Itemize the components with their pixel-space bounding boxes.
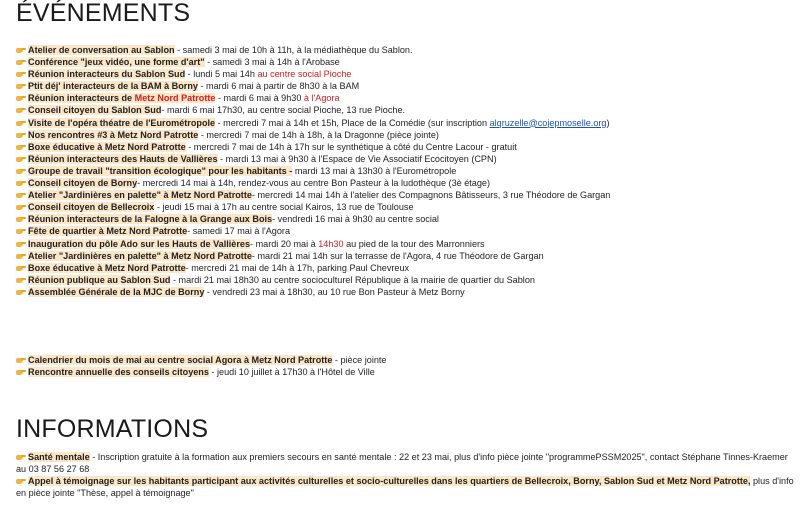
info-item (16, 475, 796, 499)
event-details: - mercredi 14 mai 14h à l'atelier des Compagnons Bâtisseurs, 3 rue Théodore de Gargan (251, 190, 611, 201)
event-title: Calendrier du mois de mai au centre social Agora à Metz Nord Patrotte (28, 355, 333, 365)
event-title: Réunion interacteurs de la Falogne à la Grange aux Bois (28, 214, 273, 225)
event-details: - mercredi 21 mai de 14h à 17h, parking Paul Chevreux (185, 262, 410, 273)
event-item (16, 104, 796, 116)
event-details: - mardi 6 mai à 9h30 (215, 93, 304, 104)
pointing-hand-icon (16, 119, 26, 127)
event-title: Fête de quartier à Metz Nord Patrotte (28, 226, 188, 237)
events-list (16, 44, 796, 298)
event-title: Réunion interacteurs du Sablon Sud (28, 69, 186, 80)
event-item (16, 189, 796, 201)
event-title: Atelier de conversation au Sablon (28, 45, 175, 55)
pointing-hand-icon (16, 288, 26, 296)
event-details: - mardi 13 mai à 9h30 à l'Espace de Vie Associatif Ecocitoyen (CPN) (217, 153, 497, 164)
event-item (16, 129, 796, 141)
event-details: - vendredi 16 mai à 9h30 au centre social (272, 214, 439, 225)
pointing-hand-icon (16, 58, 26, 66)
pointing-hand-icon (16, 477, 26, 485)
event-item (16, 262, 796, 274)
pointing-hand-icon (16, 264, 26, 272)
event-title: Conseil citoyen de Bellecroix (28, 202, 155, 213)
pointing-hand-icon (16, 106, 26, 114)
event-details: - mardi 20 mai à (250, 238, 319, 249)
event-details: - mercredi 7 mai de 14h à 18h, à la Dragonne (pièce jointe) (198, 129, 439, 140)
event-item (16, 225, 796, 237)
event-item (16, 56, 796, 68)
event-item (16, 165, 796, 177)
pointing-hand-icon (16, 368, 26, 376)
event-title: Conseil citoyen de Borny (28, 178, 138, 189)
event-details: - mardi 21 mai 14h sur la terrasse de l'Agora, 4 rue Théodore de Gargan (251, 250, 544, 261)
event-title: Boxe éducative à Metz Nord Patrotte (28, 262, 186, 273)
event-title: Atelier "Jardinières en palette" à Metz Nord Patrotte (28, 250, 252, 261)
event-item (16, 354, 796, 366)
event-item (16, 141, 796, 153)
pointing-hand-icon (16, 215, 26, 223)
pointing-hand-icon (16, 94, 26, 102)
event-details: - lundi 5 mai 14h (185, 69, 258, 80)
event-item (16, 68, 796, 80)
pointing-hand-icon (16, 252, 26, 260)
event-details: - Inscription gratuite à la formation aux premiers secours en santé mentale : 22 et 23 mai, plus d'info pièce jointe "programmePSSM2025", contact Stéphane Tinnes-Kraemer au 03 87 56 27 68 (16, 452, 788, 475)
event-details: plus d'info en pièce jointe "Thèse, appel à témoignage" (16, 476, 794, 499)
pointing-hand-icon (16, 82, 26, 90)
event-item (16, 201, 796, 213)
informations-list (16, 451, 796, 499)
pointing-hand-icon (16, 167, 26, 175)
pointing-hand-icon (16, 356, 26, 364)
event-details-end: au pied de la tour des Marronniers (343, 238, 485, 249)
event-title: Réunion interacteurs des Hauts de Vallières (28, 153, 218, 164)
event-details: - mercredi 14 mai à 14h, rendez-vous au centre Bon Pasteur à la ludothèque (3è étage) (137, 178, 491, 189)
event-title: Conseil citoyen du Sablon Sud (28, 105, 162, 116)
event-title: Réunion publique au Sablon Sud (28, 274, 171, 285)
event-item (16, 250, 796, 262)
event-details: - mercredi 7 mai de 14h à 17h sur le synthétique à côté du Centre Lacour - gratuit (185, 141, 517, 152)
event-details: - jeudi 15 mai à 17h au centre social Kairos, 13 rue de Toulouse (154, 202, 414, 213)
pointing-hand-icon (16, 70, 26, 78)
event-title: Ptit déj' interacteurs de la BAM à Borny (28, 81, 198, 92)
pointing-hand-icon (16, 46, 26, 54)
event-title: Nos rencontres #3 à Metz Nord Patrotte (28, 129, 199, 140)
event-location-highlight: 14h30 (318, 238, 344, 249)
event-item (16, 286, 796, 298)
event-details-end: ) (606, 117, 610, 128)
pointing-hand-icon (16, 240, 26, 248)
event-item (16, 153, 796, 165)
email-link[interactable]: alqruzelle@cojepmoselle.org (489, 117, 607, 128)
event-item (16, 213, 796, 225)
pointing-hand-icon (16, 227, 26, 235)
event-details: - mardi 6 mai à partir de 8h30 à la BAM (197, 81, 360, 92)
event-location-highlight: au centre social Pioche (257, 69, 352, 80)
event-title: Visite de l'opéra théatre de l'Eurométropole (28, 117, 216, 128)
event-title: Rencontre annuelle des conseils citoyens (28, 367, 209, 378)
event-details: - mardi 21 mai 18h30 au centre socioculturel République à la mairie de quartier du Sablon (170, 274, 535, 285)
event-item (16, 92, 796, 104)
info-item (16, 451, 796, 475)
event-title-highlight: Metz Nord Patrotte (134, 93, 216, 104)
pointing-hand-icon (16, 276, 26, 284)
event-location-highlight: à l'Agora (303, 93, 340, 104)
pointing-hand-icon (16, 203, 26, 211)
event-title: Réunion interacteurs de (28, 93, 135, 104)
pointing-hand-icon (16, 143, 26, 151)
event-title: Conférence "jeux vidéo, une forme d'art" (28, 57, 205, 68)
pointing-hand-icon (16, 131, 26, 139)
event-title: Assemblée Générale de la MJC de Borny (28, 286, 205, 297)
pointing-hand-icon (16, 191, 26, 199)
pointing-hand-icon (16, 453, 26, 461)
event-item (16, 117, 796, 129)
events-secondary-list (16, 354, 796, 378)
events-heading: ÉVÉNEMENTS (16, 0, 191, 27)
event-details: - mercredi 7 mai à 14h et 15h, Place de la Comédie (sur inscription (215, 117, 490, 128)
event-item (16, 44, 796, 56)
event-details: - mardi 6 mai 17h30, au centre social Pioche, 13 rue Pioche. (161, 105, 406, 116)
event-title: Boxe éducative à Metz Nord Patrotte (28, 141, 186, 152)
event-item (16, 238, 796, 250)
informations-heading: INFORMATIONS (16, 415, 209, 443)
event-item (16, 80, 796, 92)
event-title: Inauguration du pôle Ado sur les Hauts de Vallières (28, 238, 251, 249)
event-title: Groupe de travail "transition écologique" pour les habitants - (28, 165, 293, 176)
event-item (16, 177, 796, 189)
pointing-hand-icon (16, 155, 26, 163)
event-title: Santé mentale (28, 452, 90, 462)
pointing-hand-icon (16, 179, 26, 187)
event-title: Appel à témoignage sur les habitants participant aux activités culturelles et socio-culturelles dans les quartiers de Bellecroix, Borny, Sablon Sud et Metz Nord Patrotte, (28, 476, 751, 487)
event-details: - jeudi 10 juillet à 17h30 à l'Hôtel de Ville (208, 367, 375, 378)
event-details: - samedi 3 mai à 14h à l'Arobase (204, 57, 340, 68)
event-item (16, 274, 796, 286)
event-details: - vendredi 23 mai à 18h30, au 10 rue Bon Pasteur à Metz Borny (204, 286, 465, 297)
event-details: mardi 13 mai à 13h30 à l'Eurométropole (292, 165, 457, 176)
event-details: - samedi 3 mai de 10h à 11h, à la médiathèque du Sablon. (174, 45, 413, 55)
event-details: - pièce jointe (332, 355, 387, 365)
event-details: - samedi 17 mai à l'Agora (187, 226, 290, 237)
event-item (16, 366, 796, 378)
event-title: Atelier "Jardinières en palette" à Metz Nord Patrotte (28, 190, 252, 201)
